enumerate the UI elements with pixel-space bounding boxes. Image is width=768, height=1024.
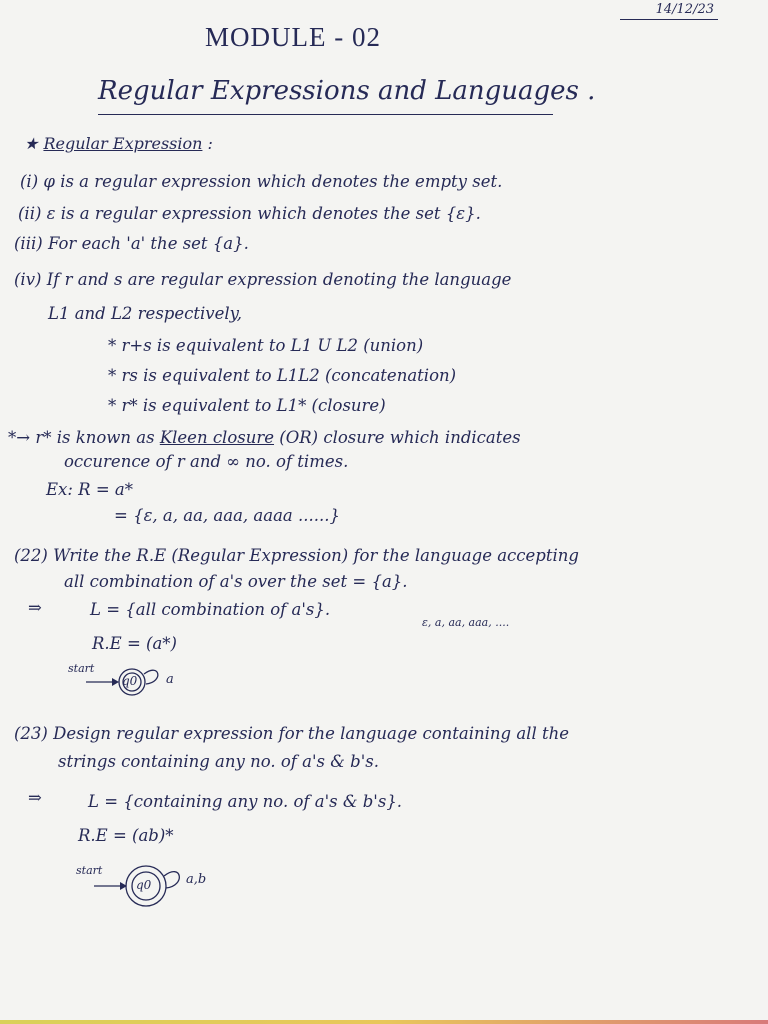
example: Ex: R = a* <box>46 480 133 499</box>
q22-line-1: (22) Write the R.E (Regular Expression) for the language accepting <box>14 546 579 565</box>
q23-line-1: (23) Design regular expression for the language containing all the <box>14 724 569 743</box>
rule-1: (i) φ is a regular expression which denotes the empty set. <box>20 172 503 191</box>
page-bottom-edge <box>0 1020 768 1024</box>
q22-aside: ε, a, aa, aaa, .... <box>422 616 510 629</box>
page-heading: Regular Expressions and Languages . <box>98 76 596 106</box>
kleene-line-1: *→ r* is known as Kleen closure (OR) closure which indicates <box>8 428 521 447</box>
q23-start-label: start <box>76 864 103 877</box>
q22-loop-label: a <box>166 672 174 687</box>
kleene-line-2: occurence of r and ∞ no. of times. <box>64 452 349 471</box>
section-colon: : <box>207 134 213 153</box>
q23-loop-label: a,b <box>186 872 207 887</box>
date: 14/12/23 <box>655 2 714 17</box>
kleene-mark: *→ <box>8 428 31 447</box>
q23-state-label: q0 <box>136 878 152 892</box>
op-closure: * r* is equivalent to L1* (closure) <box>108 396 386 415</box>
rule-4: (iv) If r and s are regular expression denoting the language <box>14 270 512 289</box>
star-icon: ★ <box>24 134 39 153</box>
q22-re: R.E = (a*) <box>92 634 177 653</box>
rule-2: (ii) ε is a regular expression which denotes the set {ε}. <box>18 204 481 223</box>
q23-line-2: strings containing any no. of a's & b's. <box>58 752 379 771</box>
q22-automaton <box>64 660 204 704</box>
q23-arrow: ⇒ <box>28 788 42 807</box>
module-title: MODULE - 02 <box>205 22 381 52</box>
kleene-closure-term: Kleen closure <box>159 428 275 447</box>
example-set: = {ε, a, aa, aaa, aaaa ......} <box>114 506 340 525</box>
q22-start-label: start <box>68 662 95 675</box>
q23-set: L = {containing any no. of a's & b's}. <box>88 792 403 811</box>
date-underline <box>620 19 718 20</box>
example-label: Ex: <box>46 480 73 499</box>
q23-automaton <box>72 860 232 916</box>
q22-arrow: ⇒ <box>28 598 42 617</box>
heading-underline <box>98 114 553 115</box>
q22-set: L = {all combination of a's}. <box>90 600 331 619</box>
q22-line-2: all combination of a's over the set = {a}. <box>64 572 408 591</box>
section-label: Regular Expression <box>43 134 203 153</box>
rule-3: (iii) For each 'a' the set {a}. <box>14 234 249 253</box>
rule-4-cont: L1 and L2 respectively, <box>48 304 243 323</box>
op-concat: * rs is equivalent to L1L2 (concatenation) <box>108 366 457 385</box>
q23-re: R.E = (ab)* <box>78 826 174 845</box>
op-union: * r+s is equivalent to L1 U L2 (union) <box>108 336 424 355</box>
section-title <box>24 134 213 153</box>
q22-state-label: q0 <box>122 674 138 688</box>
